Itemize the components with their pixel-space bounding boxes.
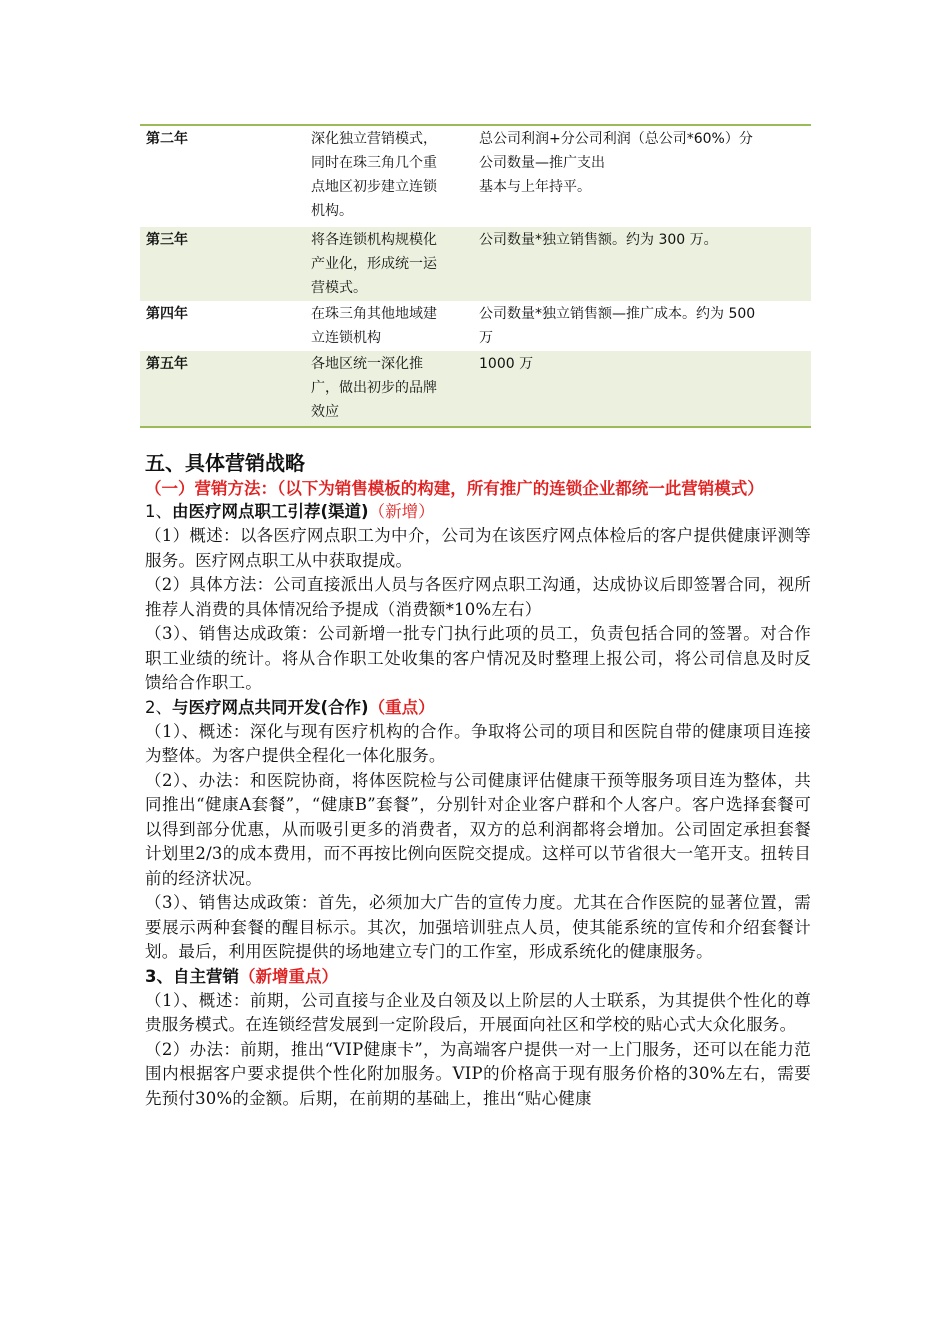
item1-paragraph-2: （2）具体方法：公司直接派出人员与各医疗网点职工沟通，达成协议后即签署合同，视所推荐人消费的具体情况给予提成（消费额*10%左右） (145, 575, 811, 619)
document-body (145, 448, 811, 1111)
profit-cell: 公司数量*独立销售额—推广成本。约为 500 万 (479, 306, 756, 346)
strategy-cell: 在珠三角其他地域建 立连锁机构 (311, 306, 437, 346)
item3-heading (145, 965, 811, 989)
item3-tag: （新增重点） (238, 966, 338, 986)
method-heading: （一）营销方法：（以下为销售模板的构建，所有推广的连锁企业都统一此营销模式） (145, 479, 764, 498)
item1-tag: （新增） (368, 502, 435, 521)
year-cell: 第三年 (146, 232, 188, 248)
profit-cell: 公司数量*独立销售额。约为 300 万。 (479, 232, 718, 248)
item2-heading (145, 696, 811, 720)
table-row (140, 227, 811, 301)
table-row (140, 301, 811, 351)
item1-paragraph-1: （1）概述：以各医疗网点职工为中介，公司为在该医疗网点体检后的客户提供健康评测等服务。医疗网点职工从中获取提成。 (145, 526, 811, 570)
item2-tag: （重点） (368, 697, 435, 717)
item1-heading (145, 500, 811, 524)
section-title: 五、具体营销战略 (145, 451, 305, 475)
strategy-cell: 深化独立营销模式， 同时在珠三角几个重 点地区初步建立连锁 机构。 (311, 131, 437, 219)
profit-cell: 1000 万 (479, 356, 534, 372)
item2-title: 与医疗网点共同开发(合作) (172, 697, 369, 717)
strategy-cell: 各地区统一深化推 广，做出初步的品牌 效应 (311, 356, 437, 420)
plan-table (140, 124, 811, 428)
item2-number: 2、 (145, 697, 172, 717)
table-row (140, 351, 811, 426)
item3-paragraph-1: （1）、概述：前期，公司直接与企业及白领及以上阶层的人士联系，为其提供个性化的尊贵服务模式。在连锁经营发展到一定阶段后，开展面向社区和学校的贴心式大众化服务。 (145, 990, 811, 1034)
item2-paragraph-3: （3）、销售达成政策：首先，必须加大广告的宣传力度。尤其在合作医院的显著位置，需要展示两种套餐的醒目标示。其次，加强培训驻点人员，使其能系统的宣传和介绍套餐计划。最后，利用医院提供的场地建立专门的工作室，形成系统化的健康服务。 (145, 893, 811, 961)
year-cell: 第五年 (146, 356, 188, 372)
table-row (140, 126, 811, 227)
year-cell: 第四年 (146, 306, 188, 322)
item3-title: 3、自主营销 (145, 966, 239, 986)
item1-number: 1、 (145, 502, 172, 521)
item1-title: 由医疗网点职工引荐(渠道) (172, 502, 369, 521)
item3-paragraph-2: （2）办法：前期，推出“VIP健康卡”，为高端客户提供一对一上门服务，还可以在能力范围内根据客户要求提供个性化附加服务。VIP的价格高于现有服务价格的30%左右，需要先预付30%的金额。后期，在前期的基础上，推出“贴心健康 (145, 1039, 811, 1108)
profit-cell: 总公司利润+分公司利润（总公司*60%）分 公司数量—推广支出 基本与上年持平。 (479, 131, 753, 195)
item2-paragraph-2: （2）、办法：和医院协商，将体医院检与公司健康评估健康干预等服务项目连为整体，共同推出“健康A套餐”，“健康B”套餐”，分别针对企业客户群和个人客户。客户选择套餐可以得到部分优惠，从而吸引更多的消费者，双方的总利润都将会增加。公司固定承担套餐计划里2/3的成本费用，而不再按比例向医院交提成。这样可以节省很大一笔开支。扭转目前的经济状况。 (145, 770, 811, 888)
item1-paragraph-3: （3）、销售达成政策：公司新增一批专门执行此项的员工，负责包括合同的签署。对合作职工业绩的统计。将从合作职工处收集的客户情况及时整理上报公司，将公司信息及时反馈给合作职工。 (145, 624, 811, 692)
item2-paragraph-1: （1）、概述：深化与现有医疗机构的合作。争取将公司的项目和医院自带的健康项目连接为整体。为客户提供全程化一体化服务。 (145, 721, 811, 765)
strategy-cell: 将各连锁机构规模化 产业化，形成统一运 营模式。 (311, 232, 437, 296)
year-cell: 第二年 (146, 131, 188, 147)
